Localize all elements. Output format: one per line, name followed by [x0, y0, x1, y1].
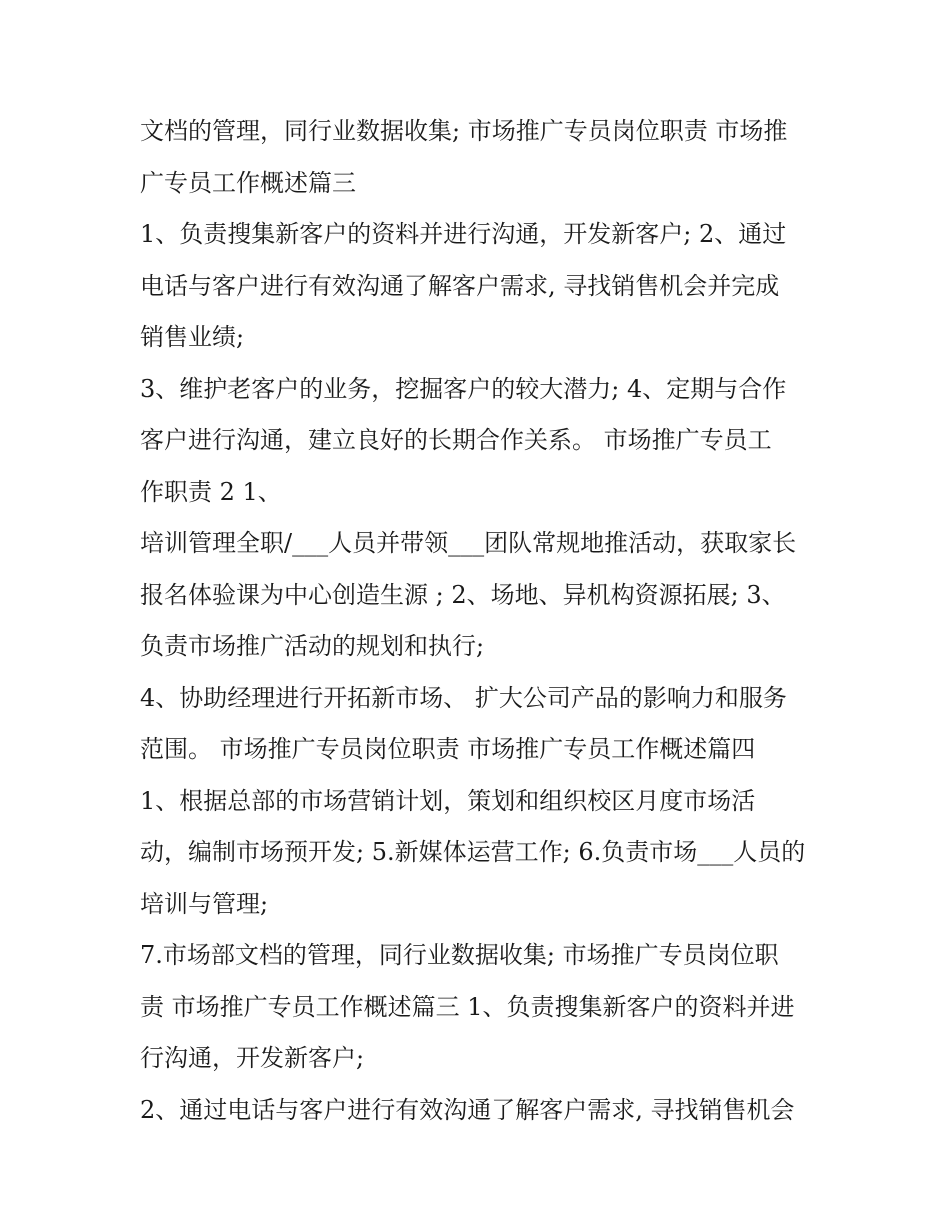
text-line: 电话与客户进行有效沟通了解客户需求, 寻找销售机会并完成 [140, 271, 780, 300]
text-line: 1、负责搜集新客户的资料并进行沟通，开发新客户; 2、通过 [140, 220, 787, 248]
text-line: 培训与管理; [140, 889, 269, 918]
text-line: 作职责 2 1、 [140, 477, 282, 506]
document-body [140, 106, 820, 1136]
text-line: 客户进行沟通，建立良好的长期合作关系。 市场推广专员工 [140, 426, 772, 454]
text-line: 范围。 市场推广专员岗位职责 市场推广专员工作概述篇四 [140, 735, 756, 763]
text-line: 广专员工作概述篇三 [140, 168, 356, 197]
text-line: 责 市场推广专员工作概述篇三 1、负责搜集新客户的资料并进 [140, 992, 795, 1021]
text-line: 销售业绩; [140, 323, 245, 351]
text-line: 文档的管理，同行业数据收集; 市场推广专员岗位职责 市场推 [140, 117, 788, 145]
text-line: 4、协助经理进行开拓新市场、 扩大公司产品的影响力和服务 [140, 683, 787, 712]
text-line: 3、维护老客户的业务，挖掘客户的较大潜力; 4、定期与合作 [140, 374, 787, 403]
text-line: 2、通过电话与客户进行有效沟通了解客户需求, 寻找销售机会 [140, 1095, 795, 1124]
text-line: 动，编制市场预开发; 5.新媒体运营工作; 6.负责市场___人员的 [140, 838, 806, 866]
text-line: 1、根据总部的市场营销计划，策划和组织校区月度市场活 [140, 786, 756, 815]
text-line: 7.市场部文档的管理，同行业数据收集; 市场推广专员岗位职 [140, 941, 779, 969]
text-line: 负责市场推广活动的规划和执行; [140, 632, 485, 660]
text-line: 报名体验课为中心创造生源 ; 2、场地、异机构资源拓展; 3、 [140, 580, 786, 609]
text-line: 行沟通，开发新客户; [140, 1044, 365, 1072]
text-line: 培训管理全职/___人员并带领___团队常规地推活动，获取家长 [140, 529, 797, 557]
